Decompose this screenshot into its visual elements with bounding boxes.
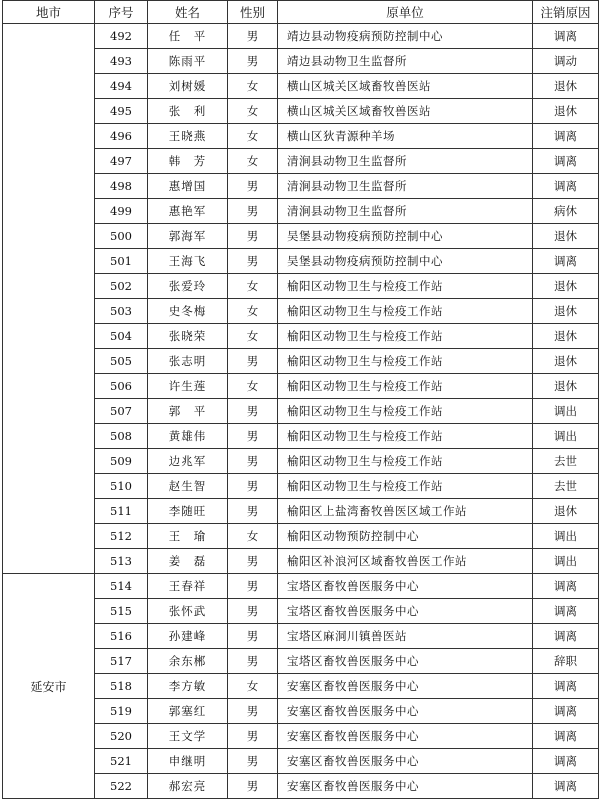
gender-cell: 女 (228, 674, 278, 699)
org-cell: 安塞区畜牧兽医服务中心 (278, 699, 533, 724)
table-row (3, 24, 599, 49)
seq-cell: 509 (95, 449, 148, 474)
gender-cell: 女 (228, 74, 278, 99)
header-seq: 序号 (95, 1, 148, 24)
reason-cell: 调离 (533, 724, 599, 749)
reason-cell: 调出 (533, 524, 599, 549)
seq-cell: 492 (95, 24, 148, 49)
gender-cell: 男 (228, 649, 278, 674)
seq-cell: 518 (95, 674, 148, 699)
seq-cell: 522 (95, 774, 148, 799)
reason-cell: 去世 (533, 474, 599, 499)
header-name: 姓名 (148, 1, 228, 24)
name-cell: 王晓燕 (148, 124, 228, 149)
seq-cell: 502 (95, 274, 148, 299)
reason-cell: 调动 (533, 49, 599, 74)
header-reason: 注销原因 (533, 1, 599, 24)
reason-cell: 调离 (533, 674, 599, 699)
header-gender: 性别 (228, 1, 278, 24)
table-body (3, 24, 599, 799)
org-cell: 吴堡县动物疫病预防控制中心 (278, 249, 533, 274)
reason-cell: 调出 (533, 399, 599, 424)
name-cell: 孙建峰 (148, 624, 228, 649)
reason-cell: 调离 (533, 699, 599, 724)
reason-cell: 辞职 (533, 649, 599, 674)
org-cell: 横山区城关区域畜牧兽医站 (278, 99, 533, 124)
seq-cell: 499 (95, 199, 148, 224)
gender-cell: 男 (228, 724, 278, 749)
org-cell: 安塞区畜牧兽医服务中心 (278, 774, 533, 799)
seq-cell: 520 (95, 724, 148, 749)
org-cell: 榆阳区动物卫生与检疫工作站 (278, 299, 533, 324)
org-cell: 榆阳区动物卫生与检疫工作站 (278, 424, 533, 449)
gender-cell: 女 (228, 99, 278, 124)
gender-cell: 男 (228, 349, 278, 374)
org-cell: 清涧县动物卫生监督所 (278, 199, 533, 224)
reason-cell: 退休 (533, 349, 599, 374)
gender-cell: 男 (228, 424, 278, 449)
org-cell: 榆阳区动物卫生与检疫工作站 (278, 474, 533, 499)
reason-cell: 退休 (533, 374, 599, 399)
name-cell: 黄雄伟 (148, 424, 228, 449)
gender-cell: 男 (228, 199, 278, 224)
name-cell: 张 利 (148, 99, 228, 124)
name-cell: 惠艳军 (148, 199, 228, 224)
name-cell: 王 瑜 (148, 524, 228, 549)
gender-cell: 男 (228, 574, 278, 599)
reason-cell: 调离 (533, 249, 599, 274)
org-cell: 宝塔区畜牧兽医服务中心 (278, 599, 533, 624)
name-cell: 张晓荣 (148, 324, 228, 349)
reason-cell: 退休 (533, 274, 599, 299)
org-cell: 宝塔区畜牧兽医服务中心 (278, 574, 533, 599)
org-cell: 吴堡县动物疫病预防控制中心 (278, 224, 533, 249)
reason-cell: 调离 (533, 574, 599, 599)
name-cell: 张怀武 (148, 599, 228, 624)
reason-cell: 退休 (533, 299, 599, 324)
seq-cell: 494 (95, 74, 148, 99)
gender-cell: 男 (228, 174, 278, 199)
gender-cell: 男 (228, 399, 278, 424)
reason-cell: 退休 (533, 499, 599, 524)
org-cell: 安塞区畜牧兽医服务中心 (278, 749, 533, 774)
region-cell: 延安市 (3, 574, 95, 799)
name-cell: 申继明 (148, 749, 228, 774)
region-cell (3, 24, 95, 574)
reason-cell: 退休 (533, 324, 599, 349)
name-cell: 余东郴 (148, 649, 228, 674)
name-cell: 姜 磊 (148, 549, 228, 574)
seq-cell: 516 (95, 624, 148, 649)
name-cell: 郭 平 (148, 399, 228, 424)
seq-cell: 503 (95, 299, 148, 324)
gender-cell: 女 (228, 374, 278, 399)
reason-cell: 调离 (533, 174, 599, 199)
seq-cell: 507 (95, 399, 148, 424)
seq-cell: 513 (95, 549, 148, 574)
name-cell: 韩 芳 (148, 149, 228, 174)
org-cell: 安塞区畜牧兽医服务中心 (278, 674, 533, 699)
org-cell: 榆阳区动物卫生与检疫工作站 (278, 399, 533, 424)
name-cell: 陈雨平 (148, 49, 228, 74)
name-cell: 王海飞 (148, 249, 228, 274)
seq-cell: 521 (95, 749, 148, 774)
reason-cell: 退休 (533, 99, 599, 124)
seq-cell: 495 (95, 99, 148, 124)
gender-cell: 男 (228, 49, 278, 74)
seq-cell: 498 (95, 174, 148, 199)
seq-cell: 519 (95, 699, 148, 724)
org-cell: 榆阳区动物卫生与检疫工作站 (278, 274, 533, 299)
name-cell: 郝宏亮 (148, 774, 228, 799)
seq-cell: 504 (95, 324, 148, 349)
gender-cell: 女 (228, 524, 278, 549)
org-cell: 榆阳区上盐湾畜牧兽医区域工作站 (278, 499, 533, 524)
name-cell: 惠增国 (148, 174, 228, 199)
seq-cell: 505 (95, 349, 148, 374)
reason-cell: 调离 (533, 624, 599, 649)
name-cell: 任 平 (148, 24, 228, 49)
seq-cell: 512 (95, 524, 148, 549)
org-cell: 横山区城关区域畜牧兽医站 (278, 74, 533, 99)
gender-cell: 女 (228, 324, 278, 349)
seq-cell: 496 (95, 124, 148, 149)
org-cell: 安塞区畜牧兽医服务中心 (278, 724, 533, 749)
gender-cell: 男 (228, 599, 278, 624)
gender-cell: 男 (228, 549, 278, 574)
seq-cell: 506 (95, 374, 148, 399)
reason-cell: 调离 (533, 24, 599, 49)
gender-cell: 男 (228, 449, 278, 474)
reason-cell: 调离 (533, 774, 599, 799)
gender-cell: 女 (228, 274, 278, 299)
name-cell: 边兆军 (148, 449, 228, 474)
gender-cell: 男 (228, 699, 278, 724)
org-cell: 靖边县动物卫生监督所 (278, 49, 533, 74)
header-row (3, 1, 599, 24)
reason-cell: 去世 (533, 449, 599, 474)
gender-cell: 男 (228, 624, 278, 649)
reason-cell: 调离 (533, 599, 599, 624)
name-cell: 郭海军 (148, 224, 228, 249)
header-region: 地市 (3, 1, 95, 24)
seq-cell: 511 (95, 499, 148, 524)
reason-cell: 病休 (533, 199, 599, 224)
seq-cell: 517 (95, 649, 148, 674)
gender-cell: 男 (228, 774, 278, 799)
seq-cell: 493 (95, 49, 148, 74)
gender-cell: 女 (228, 149, 278, 174)
header-org: 原单位 (278, 1, 533, 24)
org-cell: 榆阳区动物卫生与检疫工作站 (278, 374, 533, 399)
name-cell: 史冬梅 (148, 299, 228, 324)
seq-cell: 501 (95, 249, 148, 274)
name-cell: 郭塞红 (148, 699, 228, 724)
gender-cell: 女 (228, 299, 278, 324)
seq-cell: 500 (95, 224, 148, 249)
gender-cell: 男 (228, 499, 278, 524)
personnel-table (2, 0, 599, 799)
org-cell: 清涧县动物卫生监督所 (278, 174, 533, 199)
gender-cell: 男 (228, 224, 278, 249)
org-cell: 榆阳区动物预防控制中心 (278, 524, 533, 549)
seq-cell: 515 (95, 599, 148, 624)
org-cell: 榆阳区动物卫生与检疫工作站 (278, 324, 533, 349)
name-cell: 王文学 (148, 724, 228, 749)
reason-cell: 退休 (533, 74, 599, 99)
reason-cell: 退休 (533, 224, 599, 249)
org-cell: 榆阳区补浪河区域畜牧兽医工作站 (278, 549, 533, 574)
seq-cell: 497 (95, 149, 148, 174)
org-cell: 宝塔区畜牧兽医服务中心 (278, 649, 533, 674)
name-cell: 李随旺 (148, 499, 228, 524)
table-header (3, 1, 599, 24)
gender-cell: 男 (228, 24, 278, 49)
name-cell: 李方敏 (148, 674, 228, 699)
name-cell: 张爱玲 (148, 274, 228, 299)
reason-cell: 调出 (533, 549, 599, 574)
gender-cell: 男 (228, 249, 278, 274)
reason-cell: 调离 (533, 149, 599, 174)
org-cell: 清涧县动物卫生监督所 (278, 149, 533, 174)
table-row (3, 574, 599, 599)
org-cell: 宝塔区麻洞川镇兽医站 (278, 624, 533, 649)
seq-cell: 510 (95, 474, 148, 499)
gender-cell: 男 (228, 749, 278, 774)
org-cell: 榆阳区动物卫生与检疫工作站 (278, 449, 533, 474)
seq-cell: 514 (95, 574, 148, 599)
reason-cell: 调离 (533, 124, 599, 149)
org-cell: 横山区狄青源种羊场 (278, 124, 533, 149)
seq-cell: 508 (95, 424, 148, 449)
reason-cell: 调出 (533, 424, 599, 449)
org-cell: 榆阳区动物卫生与检疫工作站 (278, 349, 533, 374)
gender-cell: 男 (228, 474, 278, 499)
name-cell: 许生莲 (148, 374, 228, 399)
name-cell: 张志明 (148, 349, 228, 374)
org-cell: 靖边县动物疫病预防控制中心 (278, 24, 533, 49)
reason-cell: 调离 (533, 749, 599, 774)
name-cell: 王春祥 (148, 574, 228, 599)
gender-cell: 女 (228, 124, 278, 149)
name-cell: 刘树媛 (148, 74, 228, 99)
name-cell: 赵生智 (148, 474, 228, 499)
